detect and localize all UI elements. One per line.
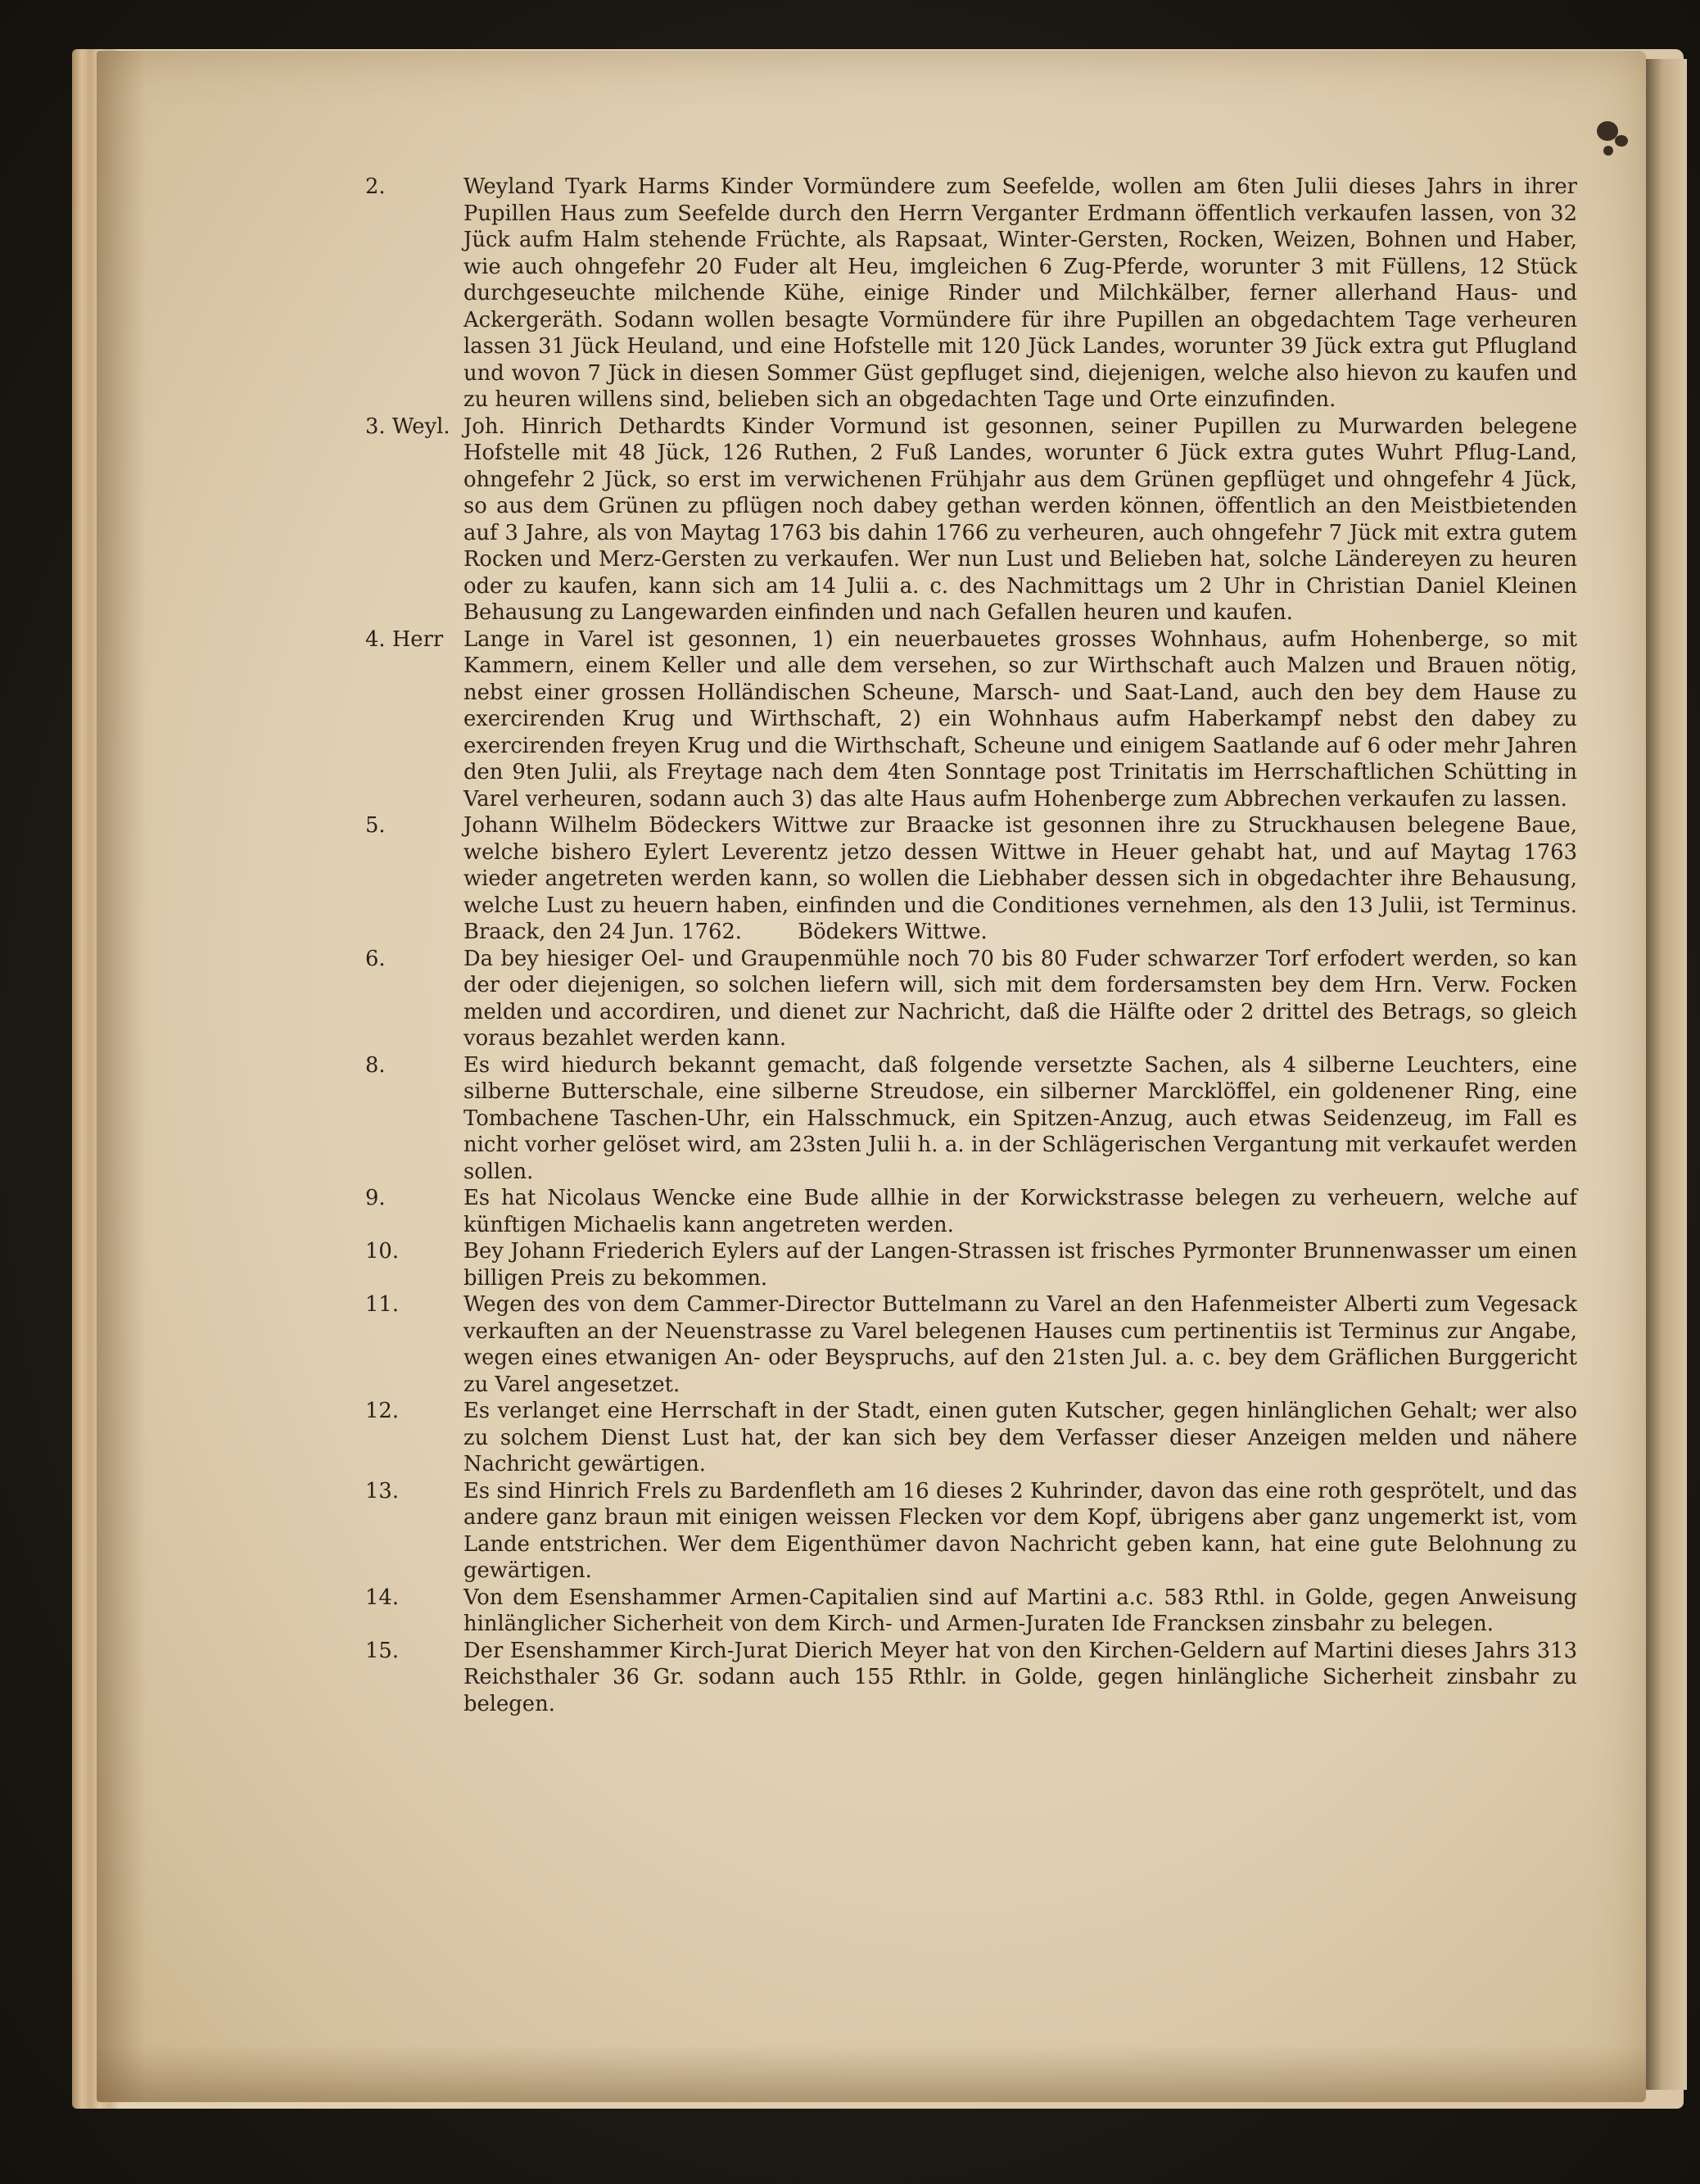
- entry: [365, 1638, 1577, 1718]
- entry-number: 11.: [365, 1292, 400, 1317]
- signature: Bödekers Wittwe.: [798, 920, 988, 944]
- entry-number: 14.: [365, 1585, 400, 1610]
- advertisement-list: [365, 174, 1577, 1717]
- facing-page-edge: [1646, 59, 1687, 2090]
- page-bottom-wear: [97, 2045, 1646, 2102]
- entry-number: 15.: [365, 1638, 400, 1663]
- entry-number: 3. Weyl.: [365, 414, 450, 439]
- page-gutter-shadow: [97, 51, 146, 2102]
- entry: [365, 414, 1577, 626]
- entry-text: Joh. Hinrich Dethardts Kinder Vormund ist gesonnen, seiner Pupillen zu Murwarden belegene Hofstelle mit 48 Jück, 126 Ruthen, 2 Fuß Landes, worunter 6 Jück extra gutes Wuhrt Pflug-Land, ohngefehr 2 Jück, so erst im verwichenen Frühjahr aus dem Grünen gepflüget und ohngefehr 4 Jück, so aus dem Grünen zu pflügen noch dabey gethan werden können, öffentlich an den Meistbietenden auf 3 Jahre, als von Maytag 1763 bis dahin 1766 zu verheuren, auch ohngefehr 7 Jück mit extra gutem Rocken und Merz-Gersten zu verkaufen. Wer nun Lust und Belieben hat, solche Ländereyen zu heuren oder zu kaufen, kann sich am 14 Julii a. c. des Nachmittags um 2 Uhr in Christian Daniel Kleinen Behausung zu Langewarden einfinden und nach Gefallen heuren und kaufen.: [463, 414, 1577, 625]
- entry-text: Weyland Tyark Harms Kinder Vormündere zum Seefelde, wollen am 6ten Julii dieses Jahrs in ihrer Pupillen Haus zum Seefelde durch den Herrn Verganter Erdmann öffentlich verkaufen lassen, von 32 Jück aufm Halm stehende Früchte, als Rapsaat, Winter-Gersten, Rocken, Weizen, Bohnen und Haber, wie auch ohngefehr 20 Fuder alt Heu, imgleichen 6 Zug-Pferde, worunter 3 mit Füllens, 12 Stück durchgeseuchte milchende Kühe, einige Rinder und Milchkälber, ferner allerhand Haus- und Ackergeräth. Sodann wollen besagte Vormündere für ihre Pupillen an obgedachtem Tage verheuren lassen 31 Jück Heuland, und eine Hofstelle mit 120 Jück Landes, worunter 39 Jück extra gut Pflugland und wovon 7 Jück in diesen Sommer Güst gepfluget sind, diejenigen, welche also hievon zu kaufen und zu heuren willens sind, belieben sich an obgedachten Tage und Orte einzufinden.: [463, 174, 1577, 412]
- entry-number: 8.: [365, 1052, 386, 1078]
- entry-text: Es hat Nicolaus Wencke eine Bude allhie in der Korwickstrasse belegen zu verheuern, welche auf künftigen Michaelis kann angetreten werden.: [463, 1186, 1577, 1237]
- entry-text-body: Johann Wilhelm Bödeckers Wittwe zur Braacke ist gesonnen ihre zu Struckhausen belegene Baue, welche bishero Eylert Leverentz jetzo dessen Wittwe in Heuer gehabt hat, und auf Maytag 1763 wieder angetreten werden kann, so wollen die Liebhaber dessen sich in obgedachter ihre Behausung, welche Lust zu heuern haben, einfinden und die Conditiones vernehmen, als den 13 Julii, ist Terminus. Braack, den 24 Jun. 1762.: [463, 813, 1577, 944]
- entry-number: 13.: [365, 1478, 400, 1503]
- entry-text: Der Esenshammer Kirch-Jurat Dierich Meyer hat von den Kirchen-Geldern auf Martini dieses Jahrs 313 Reichsthaler 36 Gr. sodann auch 155 Rthlr. in Golde, gegen hinlängliche Sicherheit zinsbahr zu belegen.: [463, 1638, 1577, 1716]
- entry-text: Wegen des von dem Cammer-Director Buttelmann zu Varel an den Hafenmeister Alberti zum Vegesack verkauften an der Neuenstrasse zu Varel belegenen Hauses cum pertinentiis ist Terminus zur Angabe, wegen eines etwanigen An- oder Beyspruchs, auf den 21sten Jul. a. c. bey dem Gräflichen Burggericht zu Varel angesetzet.: [463, 1292, 1577, 1397]
- entry-number: 10.: [365, 1239, 400, 1264]
- entry-text: Bey Johann Friederich Eylers auf der Langen-Strassen ist frisches Pyrmonter Brunnenwasser um einen billigen Preis zu bekommen.: [463, 1239, 1577, 1291]
- entry-number: 12.: [365, 1399, 400, 1423]
- entry-number: 2.: [365, 174, 386, 199]
- entry-number: 9.: [365, 1186, 386, 1210]
- entry: [365, 1291, 1577, 1398]
- entry: [365, 946, 1577, 1052]
- entry-text: Es sind Hinrich Frels zu Bardenfleth am 16 dieses 2 Kuhrinder, davon das eine roth gesprötelt, und das andere ganz braun mit einigen weissen Flecken vor dem Kopf, übrigens aber ganz ungemerkt ist, vom Lande entstrichen. Wer dem Eigenthümer davon Nachricht geben kann, hat eine gute Belohnung zu gewärtigen.: [463, 1478, 1577, 1583]
- entry-number: 6.: [365, 946, 386, 971]
- entry-number: 4. Herr: [365, 626, 444, 652]
- entry-text: Da bey hiesiger Oel- und Graupenmühle noch 70 bis 80 Fuder schwarzer Torf erfodert werden, so kan der oder diejenigen, so solchen liefern will, sich mit dem fordersamsten bey dem Hrn. Verw. Focken melden und accordiren, und dienet zur Nachricht, daß die Hälfte oder 2 drittel des Betrags, so gleich voraus bezahlet werden kann.: [463, 946, 1577, 1051]
- ink-blot: [1603, 146, 1613, 156]
- entry-number: 5.: [365, 813, 386, 838]
- entry: [365, 1398, 1577, 1478]
- entry-text: Von dem Esenshammer Armen-Capitalien sind auf Martini a.c. 583 Rthl. in Golde, gegen Anweisung hinlänglicher Sicherheit von dem Kirch- und Armen-Juraten Ide Francksen zinsbahr zu belegen.: [463, 1585, 1577, 1636]
- entry: [365, 1185, 1577, 1238]
- entry: [365, 812, 1577, 946]
- entry-text: Es verlanget eine Herrschaft in der Stadt, einen guten Kutscher, gegen hinlänglichen Gehalt; wer also zu solchem Dienst Lust hat, der kan sich bey dem Verfasser dieser Anzeigen melden und nähere Nachricht gewärtigen.: [463, 1399, 1577, 1476]
- entry: [365, 626, 1577, 813]
- entry: [365, 1238, 1577, 1291]
- entry: [365, 1478, 1577, 1585]
- entry: [365, 1052, 1577, 1186]
- entry: [365, 174, 1577, 414]
- entry-text: Lange in Varel ist gesonnen, 1) ein neuerbauetes grosses Wohnhaus, aufm Hohenberge, so mit Kammern, einem Keller und alle dem versehen, so zur Wirthschaft auch Malzen und Brauen nötig, nebst einer grossen Holländischen Scheune, Marsch- und Saat-Land, auch den bey dem Hause zu exercirenden Krug und Wirthschaft, 2) ein Wohnhaus aufm Haberkampf nebst den dabey zu exercirenden freyen Krug und die Wirthschaft, Scheune und einigem Saatlande auf 6 oder mehr Jahren den 9ten Julii, als Freytage nach dem 4ten Sonntage post Trinitatis im Herrschaftlichen Schütting in Varel verheuren, sodann auch 3) das alte Haus aufm Hohenberge zum Abbrechen verkaufen zu lassen.: [463, 626, 1577, 812]
- ink-blot: [1615, 135, 1628, 147]
- entry-text: [463, 812, 1577, 946]
- entry-text: Es wird hiedurch bekannt gemacht, daß folgende versetzte Sachen, als 4 silberne Leuchters, eine silberne Butterschale, eine silberne Streudose, ein silberner Marcklöffel, ein goldenener Ring, eine Tombachene Taschen-Uhr, ein Halsschmuck, ein Spitzen-Anzug, auch etwas Seidenzeug, im Fall es nicht vorher gelöset wird, am 23sten Julii h. a. in der Schlägerischen Vergantung mit verkaufet werden sollen.: [463, 1052, 1577, 1184]
- entry: [365, 1585, 1577, 1638]
